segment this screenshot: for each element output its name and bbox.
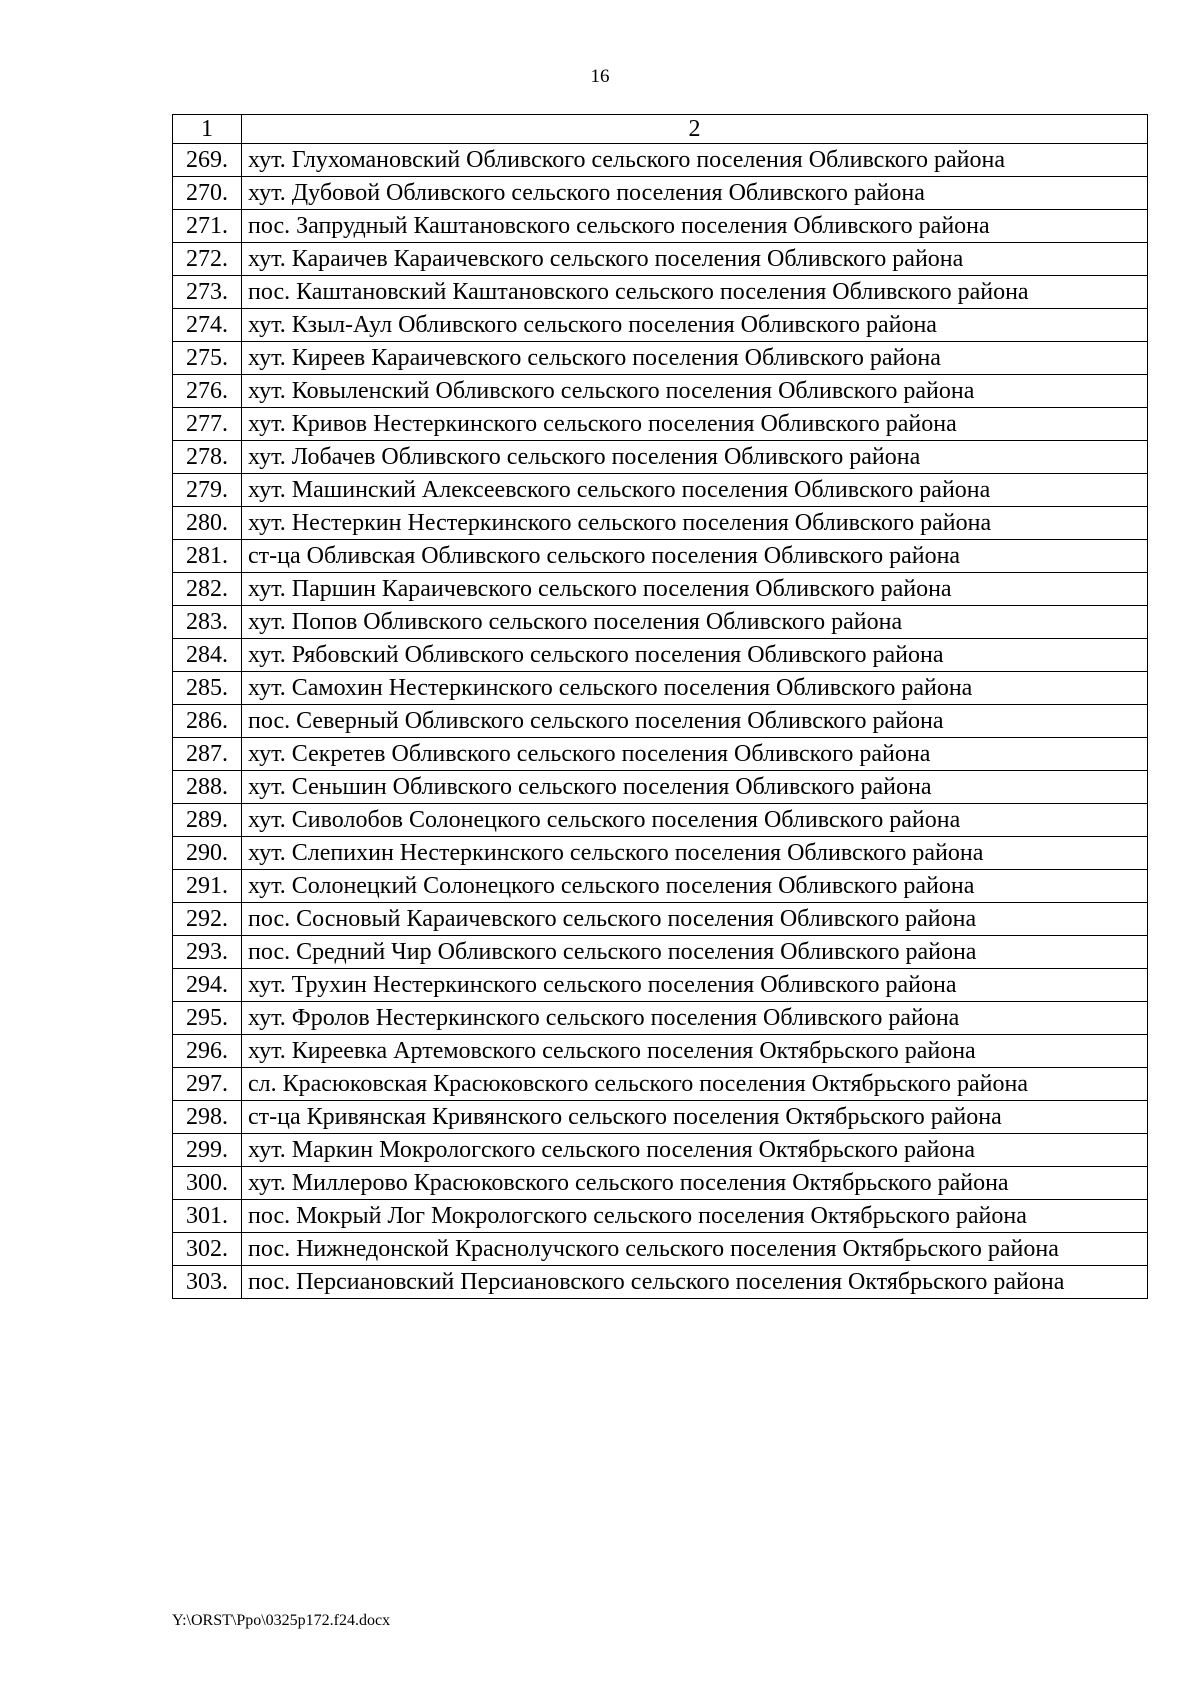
settlement-name: хут. Киреевка Артемовского сельского поселения Октябрьского района: [242, 1035, 1148, 1068]
row-number: 270.: [173, 177, 242, 210]
settlement-name: хут. Дубовой Обливского сельского поселения Обливского района: [242, 177, 1148, 210]
file-path-footer: Y:\ORST\Ppo\0325p172.f24.docx: [172, 1612, 391, 1629]
table-row: [173, 606, 1148, 639]
table-row: [173, 738, 1148, 771]
settlement-name: хут. Самохин Нестеркинского сельского поселения Обливского района: [242, 672, 1148, 705]
settlement-name: сл. Красюковская Красюковского сельского поселения Октябрьского района: [242, 1068, 1148, 1101]
column-header-name: 2: [242, 115, 1148, 144]
row-number: 285.: [173, 672, 242, 705]
row-number: 288.: [173, 771, 242, 804]
table-row: [173, 1233, 1148, 1266]
row-number: 278.: [173, 441, 242, 474]
row-number: 291.: [173, 870, 242, 903]
table-row: [173, 936, 1148, 969]
settlement-name: пос. Средний Чир Обливского сельского поселения Обливского района: [242, 936, 1148, 969]
settlement-name: хут. Солонецкий Солонецкого сельского поселения Обливского района: [242, 870, 1148, 903]
settlement-name: ст-ца Кривянская Кривянского сельского поселения Октябрьского района: [242, 1101, 1148, 1134]
row-number: 295.: [173, 1002, 242, 1035]
table-row: [173, 1101, 1148, 1134]
settlement-name: хут. Лобачев Обливского сельского поселения Обливского района: [242, 441, 1148, 474]
settlement-name: хут. Миллерово Красюковского сельского поселения Октябрьского района: [242, 1167, 1148, 1200]
settlement-name: хут. Секретев Обливского сельского поселения Обливского района: [242, 738, 1148, 771]
row-number: 298.: [173, 1101, 242, 1134]
table-row: [173, 309, 1148, 342]
table-row: [173, 639, 1148, 672]
settlement-name: ст-ца Обливская Обливского сельского поселения Обливского района: [242, 540, 1148, 573]
row-number: 303.: [173, 1266, 242, 1299]
table-row: [173, 1134, 1148, 1167]
column-header-number: 1: [173, 115, 242, 144]
settlement-name: хут. Рябовский Обливского сельского поселения Обливского района: [242, 639, 1148, 672]
table-row: [173, 1035, 1148, 1068]
row-number: 275.: [173, 342, 242, 375]
row-number: 297.: [173, 1068, 242, 1101]
table-row: [173, 540, 1148, 573]
settlement-name: хут. Слепихин Нестеркинского сельского поселения Обливского района: [242, 837, 1148, 870]
row-number: 269.: [173, 144, 242, 177]
row-number: 281.: [173, 540, 242, 573]
row-number: 286.: [173, 705, 242, 738]
settlement-name: хут. Трухин Нестеркинского сельского поселения Обливского района: [242, 969, 1148, 1002]
settlement-name: хут. Попов Обливского сельского поселения Обливского района: [242, 606, 1148, 639]
settlement-name: хут. Нестеркин Нестеркинского сельского поселения Обливского района: [242, 507, 1148, 540]
settlement-name: хут. Караичев Караичевского сельского поселения Обливского района: [242, 243, 1148, 276]
table-row: [173, 441, 1148, 474]
settlement-name: хут. Кривов Нестеркинского сельского поселения Обливского района: [242, 408, 1148, 441]
row-number: 283.: [173, 606, 242, 639]
row-number: 296.: [173, 1035, 242, 1068]
settlement-name: хут. Ковыленский Обливского сельского поселения Обливского района: [242, 375, 1148, 408]
row-number: 293.: [173, 936, 242, 969]
table-row: [173, 771, 1148, 804]
settlements-table: [172, 114, 1148, 1299]
table-row: [173, 210, 1148, 243]
table-row: [173, 507, 1148, 540]
row-number: 277.: [173, 408, 242, 441]
page-number: 16: [590, 66, 610, 87]
settlement-name: пос. Каштановский Каштановского сельского поселения Обливского района: [242, 276, 1148, 309]
table-row: [173, 870, 1148, 903]
table-row: [173, 573, 1148, 606]
settlement-name: хут. Сиволобов Солонецкого сельского поселения Обливского района: [242, 804, 1148, 837]
row-number: 302.: [173, 1233, 242, 1266]
table-row: [173, 705, 1148, 738]
settlement-name: хут. Глухомановский Обливского сельского поселения Обливского района: [242, 144, 1148, 177]
settlement-name: пос. Нижнедонской Краснолучского сельского поселения Октябрьского района: [242, 1233, 1148, 1266]
settlement-name: пос. Персиановский Персиановского сельского поселения Октябрьского района: [242, 1266, 1148, 1299]
row-number: 290.: [173, 837, 242, 870]
settlement-name: хут. Маркин Мокрологского сельского поселения Октябрьского района: [242, 1134, 1148, 1167]
table-row: [173, 1068, 1148, 1101]
table-header-row: [173, 115, 1148, 144]
table-row: [173, 474, 1148, 507]
table-row: [173, 903, 1148, 936]
row-number: 300.: [173, 1167, 242, 1200]
table-row: [173, 1167, 1148, 1200]
row-number: 282.: [173, 573, 242, 606]
table-row: [173, 375, 1148, 408]
row-number: 294.: [173, 969, 242, 1002]
row-number: 301.: [173, 1200, 242, 1233]
table-row: [173, 276, 1148, 309]
settlement-name: хут. Сеньшин Обливского сельского поселения Обливского района: [242, 771, 1148, 804]
table-row: [173, 408, 1148, 441]
settlement-name: хут. Фролов Нестеркинского сельского поселения Обливского района: [242, 1002, 1148, 1035]
table-row: [173, 1200, 1148, 1233]
settlement-name: хут. Киреев Караичевского сельского поселения Обливского района: [242, 342, 1148, 375]
row-number: 276.: [173, 375, 242, 408]
row-number: 272.: [173, 243, 242, 276]
table-row: [173, 837, 1148, 870]
row-number: 287.: [173, 738, 242, 771]
table-row: [173, 1266, 1148, 1299]
table-row: [173, 1002, 1148, 1035]
row-number: 274.: [173, 309, 242, 342]
table-row: [173, 969, 1148, 1002]
row-number: 299.: [173, 1134, 242, 1167]
table-row: [173, 342, 1148, 375]
settlement-name: хут. Машинский Алексеевского сельского поселения Обливского района: [242, 474, 1148, 507]
settlement-name: пос. Сосновый Караичевского сельского поселения Обливского района: [242, 903, 1148, 936]
row-number: 284.: [173, 639, 242, 672]
table-row: [173, 672, 1148, 705]
row-number: 271.: [173, 210, 242, 243]
table-row: [173, 177, 1148, 210]
settlement-name: хут. Кзыл-Аул Обливского сельского поселения Обливского района: [242, 309, 1148, 342]
row-number: 289.: [173, 804, 242, 837]
row-number: 280.: [173, 507, 242, 540]
settlement-name: пос. Мокрый Лог Мокрологского сельского поселения Октябрьского района: [242, 1200, 1148, 1233]
settlement-name: пос. Северный Обливского сельского поселения Обливского района: [242, 705, 1148, 738]
table-row: [173, 144, 1148, 177]
row-number: 279.: [173, 474, 242, 507]
table-row: [173, 243, 1148, 276]
row-number: 292.: [173, 903, 242, 936]
table-row: [173, 804, 1148, 837]
settlement-name: пос. Запрудный Каштановского сельского поселения Обливского района: [242, 210, 1148, 243]
settlement-name: хут. Паршин Караичевского сельского поселения Обливского района: [242, 573, 1148, 606]
row-number: 273.: [173, 276, 242, 309]
